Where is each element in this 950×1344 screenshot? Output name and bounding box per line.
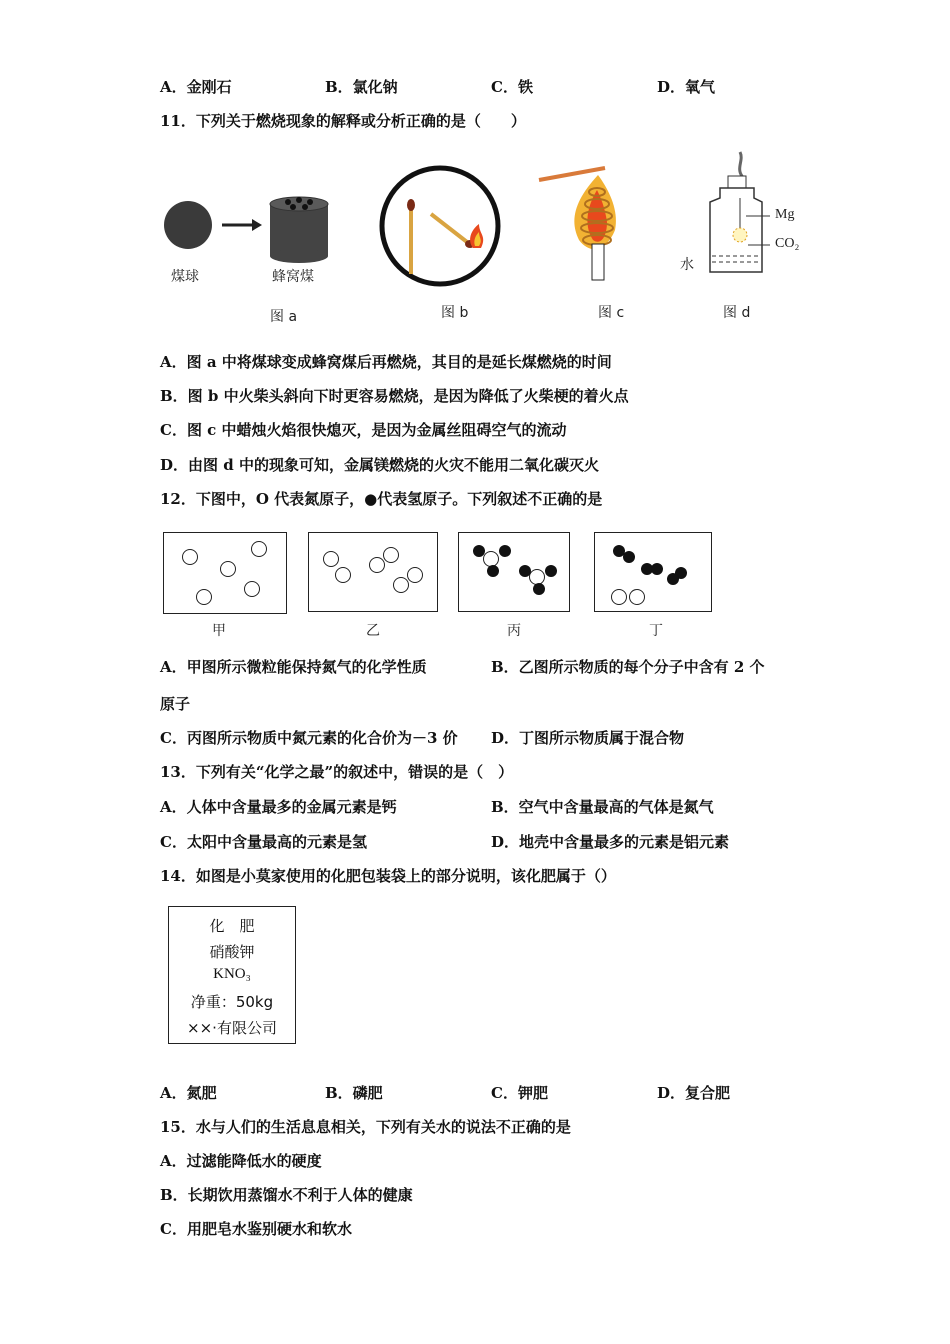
q14-option-a: A．氮肥 <box>160 1084 217 1102</box>
q14-option-b: B．磷肥 <box>325 1084 383 1102</box>
particle-box-ding <box>594 532 712 612</box>
label-line-formula: KNO₃ <box>213 966 251 982</box>
q13-option-d: D．地壳中含量最多的元素是铝元素 <box>491 833 730 851</box>
q15-option-a: A．过滤能降低水的硬度 <box>160 1152 322 1170</box>
q15-option-b: B．长期饮用蒸馏水不利于人体的健康 <box>160 1186 413 1204</box>
q12-option-b-continued: 原子 <box>160 695 191 713</box>
q10-option-a: A．金刚石 <box>160 78 232 96</box>
q14-option-c: C．钾肥 <box>491 1084 548 1102</box>
caption-jia: 甲 <box>212 623 226 639</box>
q11-option-d: D．由图 d 中的现象可知，金属镁燃烧的火灾不能用二氧化碳灭火 <box>160 456 599 474</box>
caption-yi: 乙 <box>366 623 380 639</box>
honeycomb-briquette <box>270 197 328 263</box>
q12-option-b: B．乙图所示物质的每个分子中含有 2 个 <box>491 658 765 676</box>
label-line-name: 硝酸钾 <box>209 943 255 961</box>
fig-a-caption: 图 a <box>270 309 298 325</box>
fig-d-caption: 图 d <box>723 305 751 321</box>
q12-option-c: C．丙图所示物质中氮元素的化合价为－3 价 <box>160 729 458 747</box>
q11-stem: 11．下列关于燃烧现象的解释或分析正确的是（ ） <box>160 112 526 130</box>
q15-stem: 15．水与人们的生活息息相关，下列有关水的说法不正确的是 <box>160 1118 571 1136</box>
q10-option-b: B．氯化钠 <box>325 78 398 96</box>
q13-option-b: B．空气中含量最高的气体是氮气 <box>491 798 714 816</box>
q12-stem: 12．下图中，O 代表氮原子，●代表氢原子。下列叙述不正确的是 <box>160 490 603 508</box>
fig-b-caption: 图 b <box>441 305 469 321</box>
label-line-company: ××·有限公司 <box>187 1019 277 1037</box>
caption-bing: 丙 <box>507 623 521 639</box>
q13-stem: 13．下列有关“化学之最”的叙述中，错误的是（ ） <box>160 763 514 781</box>
fig-d-label-co2: CO₂ <box>775 236 800 251</box>
q14-stem: 14．如图是小莫家使用的化肥包装袋上的部分说明，该化肥属于（） <box>160 867 616 885</box>
particle-box-yi <box>308 532 438 612</box>
fig-d-jar-illustration <box>700 150 770 280</box>
particle-box-bing <box>458 532 570 612</box>
label-line-weight: 净重：50kg <box>190 993 274 1011</box>
fig-b-matches-illustration <box>375 162 505 292</box>
fig-a-label-coal-ball: 煤球 <box>171 269 199 285</box>
q10-option-d: D．氧气 <box>657 78 716 96</box>
q11-option-c: C．图 c 中蜡烛火焰很快熄灭，是因为金属丝阻碍空气的流动 <box>160 421 567 439</box>
coal-ball <box>164 201 212 249</box>
q15-option-c: C．用肥皂水鉴别硬水和软水 <box>160 1220 352 1238</box>
q13-option-c: C．太阳中含量最高的元素是氢 <box>160 833 367 851</box>
particle-box-jia <box>163 532 287 614</box>
fig-c-caption: 图 c <box>598 305 625 321</box>
caption-ding: 丁 <box>649 623 663 639</box>
fig-d-label-mg: Mg <box>775 207 795 222</box>
q11-option-b: B．图 b 中火柴头斜向下时更容易燃烧，是因为降低了火柴梗的着火点 <box>160 387 629 405</box>
q14-option-d: D．复合肥 <box>657 1084 731 1102</box>
q12-option-d: D．丁图所示物质属于混合物 <box>491 729 685 747</box>
label-line-title: 化 肥 <box>209 917 255 935</box>
fig-a-label-briquette: 蜂窝煤 <box>272 269 314 285</box>
q12-option-a: A．甲图所示微粒能保持氮气的化学性质 <box>160 658 427 676</box>
fertilizer-label <box>168 906 296 1044</box>
q10-option-c: C．铁 <box>491 78 533 96</box>
fig-d-label-water: 水 <box>680 257 694 273</box>
q13-option-a: A．人体中含量最多的金属元素是钙 <box>160 798 397 816</box>
fig-c-candle-coil-illustration <box>535 160 645 285</box>
q11-option-a: A．图 a 中将煤球变成蜂窝煤后再燃烧，其目的是延长煤燃烧的时间 <box>160 353 612 371</box>
